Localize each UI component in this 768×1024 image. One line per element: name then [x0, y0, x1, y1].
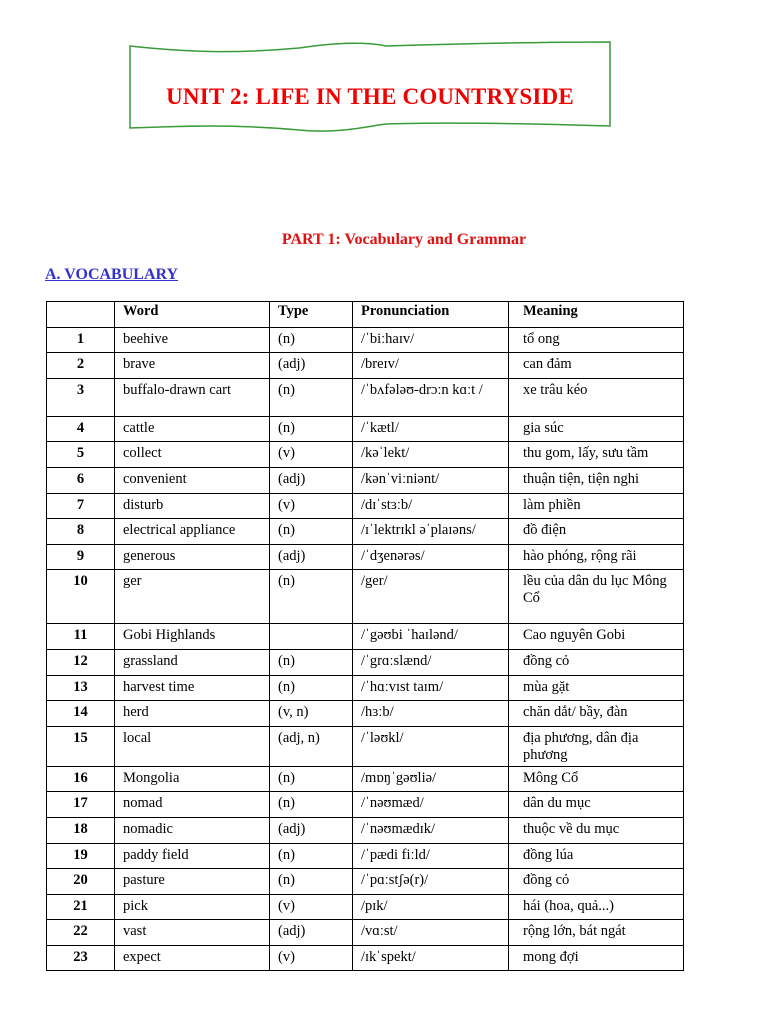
word-cell: brave: [115, 353, 270, 379]
pronunciation-cell: /kəˈlekt/: [353, 442, 509, 468]
word-cell: local: [115, 726, 270, 766]
row-number: 13: [47, 675, 115, 701]
table-row: [47, 416, 684, 442]
row-number: 16: [47, 766, 115, 792]
table-row: [47, 766, 684, 792]
pronunciation-cell: /dɪˈstɜːb/: [353, 493, 509, 519]
type-cell: (n): [270, 378, 353, 416]
table-row: [47, 353, 684, 379]
word-cell: disturb: [115, 493, 270, 519]
type-cell: [270, 624, 353, 650]
table-row: [47, 493, 684, 519]
pronunciation-cell: /ˈhɑːvɪst taɪm/: [353, 675, 509, 701]
row-number: 9: [47, 544, 115, 570]
word-cell: Gobi Highlands: [115, 624, 270, 650]
meaning-cell: đồng cỏ: [509, 649, 684, 675]
row-number: 6: [47, 467, 115, 493]
table-row: [47, 792, 684, 818]
type-cell: (n): [270, 869, 353, 895]
row-number: 20: [47, 869, 115, 895]
table-row: [47, 894, 684, 920]
pronunciation-cell: /ɪˈlektrɪkl əˈplaɪəns/: [353, 519, 509, 545]
meaning-cell: đồng cỏ: [509, 869, 684, 895]
header-num: [47, 302, 115, 328]
word-cell: nomadic: [115, 817, 270, 843]
pronunciation-cell: /ˈkætl/: [353, 416, 509, 442]
word-cell: harvest time: [115, 675, 270, 701]
meaning-cell: lều của dân du lục Mông Cổ: [509, 570, 684, 624]
table-row: [47, 817, 684, 843]
word-cell: nomad: [115, 792, 270, 818]
pronunciation-cell: /ˈbiːhaɪv/: [353, 327, 509, 353]
row-number: 10: [47, 570, 115, 624]
row-number: 11: [47, 624, 115, 650]
word-cell: herd: [115, 701, 270, 727]
meaning-cell: hào phóng, rộng rãi: [509, 544, 684, 570]
meaning-cell: Mông Cổ: [509, 766, 684, 792]
table-row: [47, 378, 684, 416]
table-row: [47, 519, 684, 545]
type-cell: (n): [270, 327, 353, 353]
type-cell: (v): [270, 442, 353, 468]
pronunciation-cell: /ger/: [353, 570, 509, 624]
meaning-cell: chăn dắt/ bầy, đàn: [509, 701, 684, 727]
pronunciation-cell: /kənˈviːniənt/: [353, 467, 509, 493]
meaning-cell: xe trâu kéo: [509, 378, 684, 416]
meaning-cell: tổ ong: [509, 327, 684, 353]
meaning-cell: Cao nguyên Gobi: [509, 624, 684, 650]
type-cell: (adj, n): [270, 726, 353, 766]
pronunciation-cell: /pɪk/: [353, 894, 509, 920]
meaning-cell: thuận tiện, tiện nghi: [509, 467, 684, 493]
type-cell: (n): [270, 843, 353, 869]
title-banner: [124, 40, 616, 136]
word-cell: pasture: [115, 869, 270, 895]
header-pronunciation: Pronunciation: [353, 302, 509, 328]
row-number: 3: [47, 378, 115, 416]
row-number: 12: [47, 649, 115, 675]
header-meaning: Meaning: [509, 302, 684, 328]
row-number: 22: [47, 920, 115, 946]
row-number: 2: [47, 353, 115, 379]
row-number: 19: [47, 843, 115, 869]
type-cell: (n): [270, 675, 353, 701]
pronunciation-cell: /ˈləʊkl/: [353, 726, 509, 766]
type-cell: (v): [270, 945, 353, 971]
word-cell: expect: [115, 945, 270, 971]
row-number: 8: [47, 519, 115, 545]
table-row: [47, 920, 684, 946]
table-row: [47, 675, 684, 701]
table-row: [47, 570, 684, 624]
table-header-row: [47, 302, 684, 328]
vocabulary-table: [46, 301, 684, 971]
section-link-vocabulary[interactable]: A. VOCABULARY: [45, 266, 179, 283]
row-number: 23: [47, 945, 115, 971]
meaning-cell: đồ điện: [509, 519, 684, 545]
table-row: [47, 701, 684, 727]
word-cell: generous: [115, 544, 270, 570]
table-row: [47, 726, 684, 766]
meaning-cell: mong đợi: [509, 945, 684, 971]
word-cell: pick: [115, 894, 270, 920]
row-number: 1: [47, 327, 115, 353]
meaning-cell: dân du mục: [509, 792, 684, 818]
type-cell: (v, n): [270, 701, 353, 727]
pronunciation-cell: /ˈnəʊmæd/: [353, 792, 509, 818]
type-cell: (n): [270, 570, 353, 624]
pronunciation-cell: /ˈgrɑːslænd/: [353, 649, 509, 675]
word-cell: convenient: [115, 467, 270, 493]
table-row: [47, 843, 684, 869]
word-cell: ger: [115, 570, 270, 624]
table-row: [47, 649, 684, 675]
table-row: [47, 327, 684, 353]
word-cell: beehive: [115, 327, 270, 353]
type-cell: (adj): [270, 817, 353, 843]
type-cell: (n): [270, 766, 353, 792]
part-heading: PART 1: Vocabulary and Grammar: [281, 231, 527, 248]
pronunciation-cell: /ˈnəʊmædɪk/: [353, 817, 509, 843]
pronunciation-cell: /ɪkˈspekt/: [353, 945, 509, 971]
meaning-cell: gia súc: [509, 416, 684, 442]
word-cell: grassland: [115, 649, 270, 675]
word-cell: electrical appliance: [115, 519, 270, 545]
meaning-cell: hái (hoa, quả...): [509, 894, 684, 920]
table-row: [47, 442, 684, 468]
type-cell: (adj): [270, 353, 353, 379]
meaning-cell: mùa gặt: [509, 675, 684, 701]
word-cell: vast: [115, 920, 270, 946]
pronunciation-cell: /vɑːst/: [353, 920, 509, 946]
type-cell: (n): [270, 649, 353, 675]
row-number: 15: [47, 726, 115, 766]
pronunciation-cell: /ˈpædi fiːld/: [353, 843, 509, 869]
header-word: Word: [115, 302, 270, 328]
meaning-cell: đồng lúa: [509, 843, 684, 869]
table-row: [47, 945, 684, 971]
meaning-cell: rộng lớn, bát ngát: [509, 920, 684, 946]
word-cell: paddy field: [115, 843, 270, 869]
pronunciation-cell: /ˈgəʊbi ˈhaɪlənd/: [353, 624, 509, 650]
header-type: Type: [270, 302, 353, 328]
table-row: [47, 544, 684, 570]
row-number: 14: [47, 701, 115, 727]
pronunciation-cell: /ˈpɑːstʃə(r)/: [353, 869, 509, 895]
meaning-cell: can đảm: [509, 353, 684, 379]
table-row: [47, 869, 684, 895]
word-cell: collect: [115, 442, 270, 468]
type-cell: (adj): [270, 920, 353, 946]
word-cell: buffalo-drawn cart: [115, 378, 270, 416]
pronunciation-cell: /ˈbʌfələʊ-drɔːn kɑːt /: [353, 378, 509, 416]
row-number: 7: [47, 493, 115, 519]
type-cell: (v): [270, 894, 353, 920]
pronunciation-cell: /hɜːb/: [353, 701, 509, 727]
pronunciation-cell: /ˈdʒenərəs/: [353, 544, 509, 570]
meaning-cell: địa phương, dân địa phương: [509, 726, 684, 766]
pronunciation-cell: /mɒŋˈgəʊliə/: [353, 766, 509, 792]
type-cell: (n): [270, 416, 353, 442]
pronunciation-cell: /breɪv/: [353, 353, 509, 379]
row-number: 4: [47, 416, 115, 442]
type-cell: (adj): [270, 544, 353, 570]
table-row: [47, 467, 684, 493]
type-cell: (v): [270, 493, 353, 519]
meaning-cell: làm phiền: [509, 493, 684, 519]
row-number: 17: [47, 792, 115, 818]
word-cell: cattle: [115, 416, 270, 442]
row-number: 21: [47, 894, 115, 920]
type-cell: (n): [270, 519, 353, 545]
table-row: [47, 624, 684, 650]
word-cell: Mongolia: [115, 766, 270, 792]
row-number: 18: [47, 817, 115, 843]
meaning-cell: thu gom, lấy, sưu tầm: [509, 442, 684, 468]
type-cell: (adj): [270, 467, 353, 493]
meaning-cell: thuộc về du mục: [509, 817, 684, 843]
row-number: 5: [47, 442, 115, 468]
type-cell: (n): [270, 792, 353, 818]
unit-title: UNIT 2: LIFE IN THE COUNTRYSIDE: [166, 84, 574, 109]
